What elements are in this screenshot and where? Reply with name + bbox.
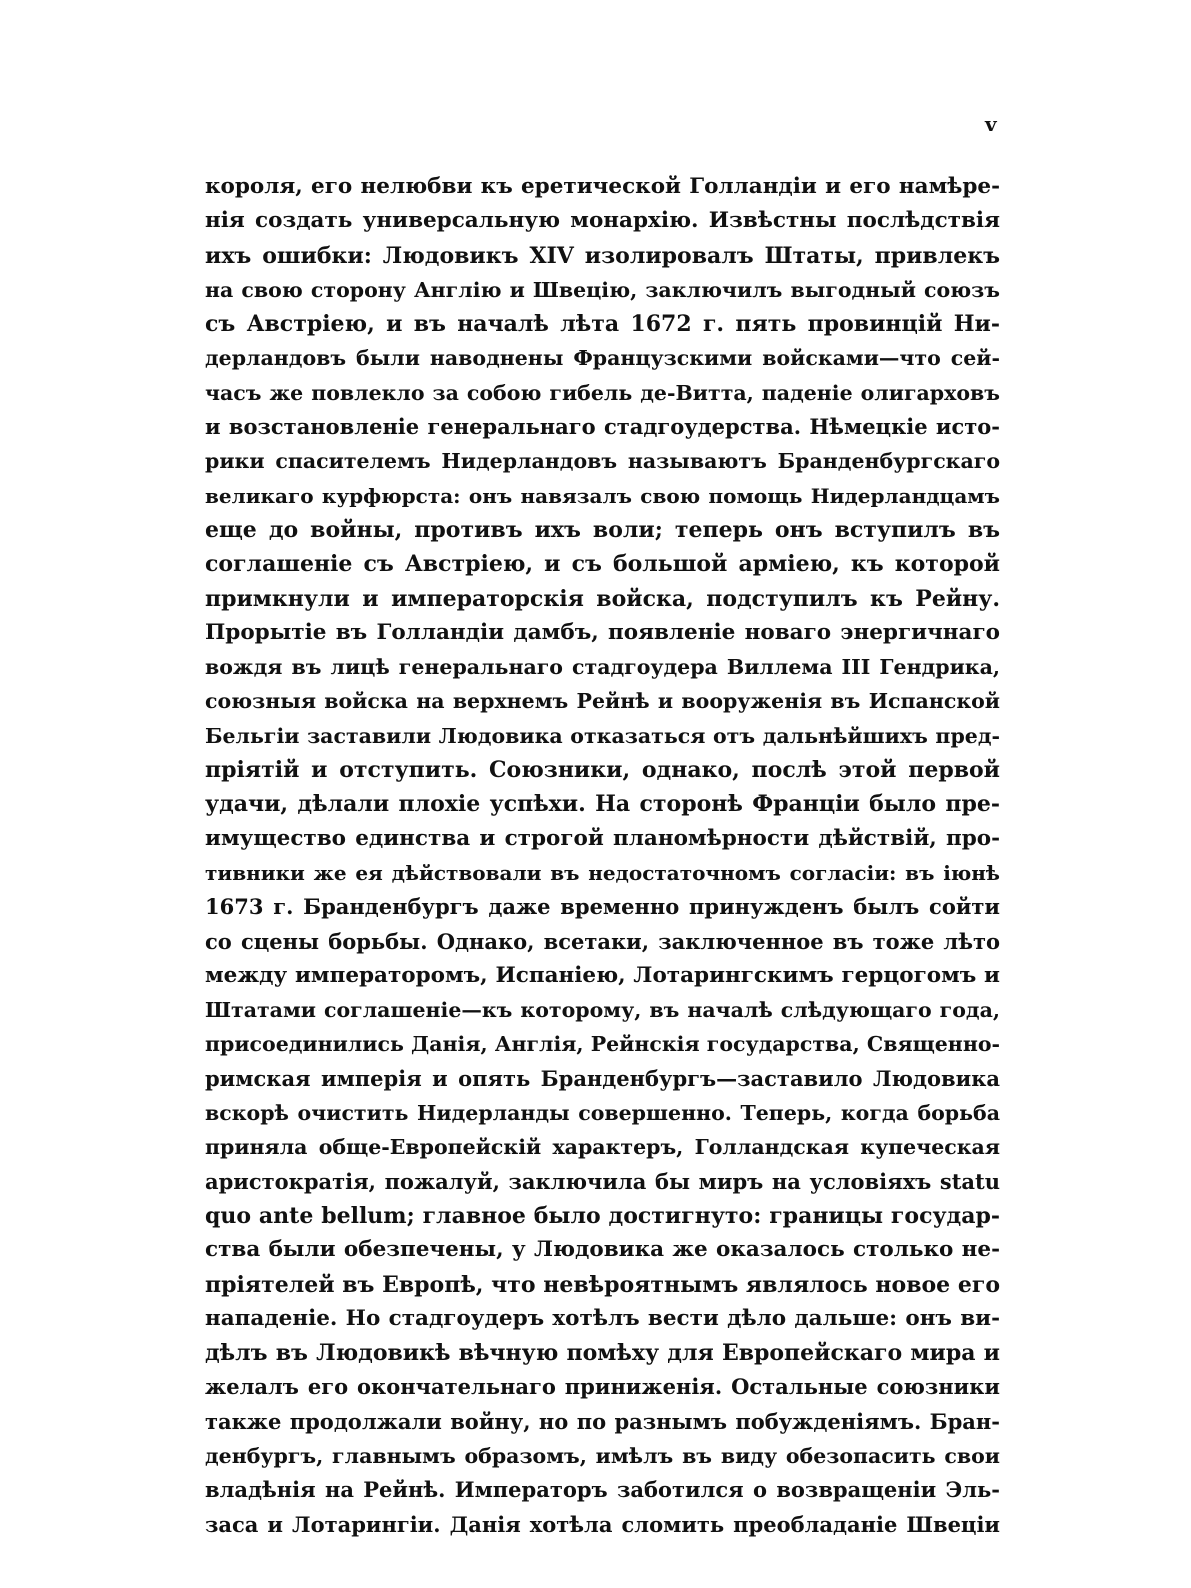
text-line: между императоромъ, Испаніею, Лотарингскимъ герцогомъ и [205,962,1000,988]
text-line: союзныя войска на верхнемъ Рейнѣ и вооруженія въ Испанской [205,689,1000,714]
text-line: также продолжали войну, но по разнымъ побужденіямъ. Бран- [205,1408,1000,1434]
text-line: нападеніе. Но стадгоудеръ хотѣлъ вести дѣло дальше: онъ ви- [205,1305,1000,1331]
text-line: дерландовъ были наводнены Французскими войсками—что сей- [205,346,1000,371]
text-line: на свою сторону Англію и Швецію, заключилъ выгодный союзъ [205,277,1000,302]
text-line: заса и Лотарингіи. Данія хотѣла сломить преобладаніе Швеціи [205,1511,1000,1537]
text-line: нія создать универсальную монархію. Извѣстны послѣдствія [205,208,1000,234]
page-number: v [985,112,997,136]
text-line: аристократія, пожалуй, заключила бы миръ на условіяхъ statu [205,1168,1000,1194]
text-line: денбургъ, главнымъ образомъ, имѣлъ въ виду обезопасить свои [205,1443,1000,1468]
text-line: имущество единства и строгой планомѣрности дѣйствій, про- [205,825,1000,851]
text-line: присоединились Данія, Англія, Рейнскія государства, Священно- [205,1032,1000,1057]
text-line: ства были обезпечены, у Людовика же оказалось столько не- [205,1237,1000,1263]
text-line: рики спасителемъ Нидерландовъ называютъ Бранденбургскаго [205,449,1000,474]
text-line: римская имперія и опять Бранденбургъ—заставило Людовика [205,1065,1000,1091]
text-line: Прорытіе въ Голландіи дамбъ, появленіе новаго энергичнаго [205,619,1000,645]
text-line: удачи, дѣлали плохіе успѣхи. На сторонѣ Франціи было пре- [205,791,1000,818]
text-line: quo ante bellum; главное было достигнуто: границы государ- [205,1202,1000,1229]
text-line: дѣлъ въ Людовикѣ вѣчную помѣху для Европейскаго мира и [205,1340,1000,1367]
text-line: со сцены борьбы. Однако, всетаки, заключенное въ тоже лѣто [205,928,1000,954]
text-line: съ Австріею, и въ началѣ лѣта 1672 г. пять провинцій Ни- [205,311,1000,338]
text-line: вождя въ лицѣ генеральнаго стадгоудера Виллема III Гендрика, [205,655,1000,680]
text-line: и возстановленіе генеральнаго стадгоудерства. Нѣмецкіе исто- [205,414,1000,440]
text-line: примкнули и императорскія войска, подступилъ къ Рейну. [205,585,1000,612]
text-line: пріятій и отступить. Союзники, однако, послѣ этой первой [205,757,1000,784]
text-line: Бельгіи заставили Людовика отказаться отъ дальнѣйшихъ пред- [205,723,1000,748]
text-line: великаго курфюрста: онъ навязалъ свою помощь Нидерландцамъ [205,483,1000,508]
text-line: владѣнія на Рейнѣ. Императоръ заботился о возвращеніи Эль- [205,1477,1000,1503]
body-text [205,170,1000,1542]
text-line: тивники же ея дѣйствовали въ недостаточномъ согласіи: въ іюнѣ [205,860,1000,885]
text-line: короля, его нелюбви къ еретической Голландіи и его намѣре- [205,174,1000,199]
text-line: часъ же повлекло за собою гибель де-Витта, паденіе олигарховъ [205,380,1000,405]
text-line: Штатами соглашеніе—къ которому, въ началѣ слѣдующаго года, [205,998,1000,1023]
text-line: еще до войны, противъ ихъ воли; теперь онъ вступилъ въ [205,516,1000,543]
text-line: пріятелей въ Европѣ, что невѣроятнымъ являлось новое его [205,1271,1000,1298]
text-line: ихъ ошибки: Людовикъ XIV изолировалъ Штаты, привлекъ [205,242,1000,269]
text-line: желалъ его окончательнаго приниженія. Остальные союзники [205,1374,1000,1400]
text-line: соглашеніе съ Австріею, и съ большой арміею, къ которой [205,551,1000,578]
text-line: приняла обще-Европейскій характеръ, Голландская купеческая [205,1135,1000,1160]
text-line: вскорѣ очистить Нидерланды совершенно. Теперь, когда борьба [205,1101,1000,1126]
text-line: 1673 г. Бранденбургъ даже временно принужденъ былъ сойти [205,894,1000,920]
